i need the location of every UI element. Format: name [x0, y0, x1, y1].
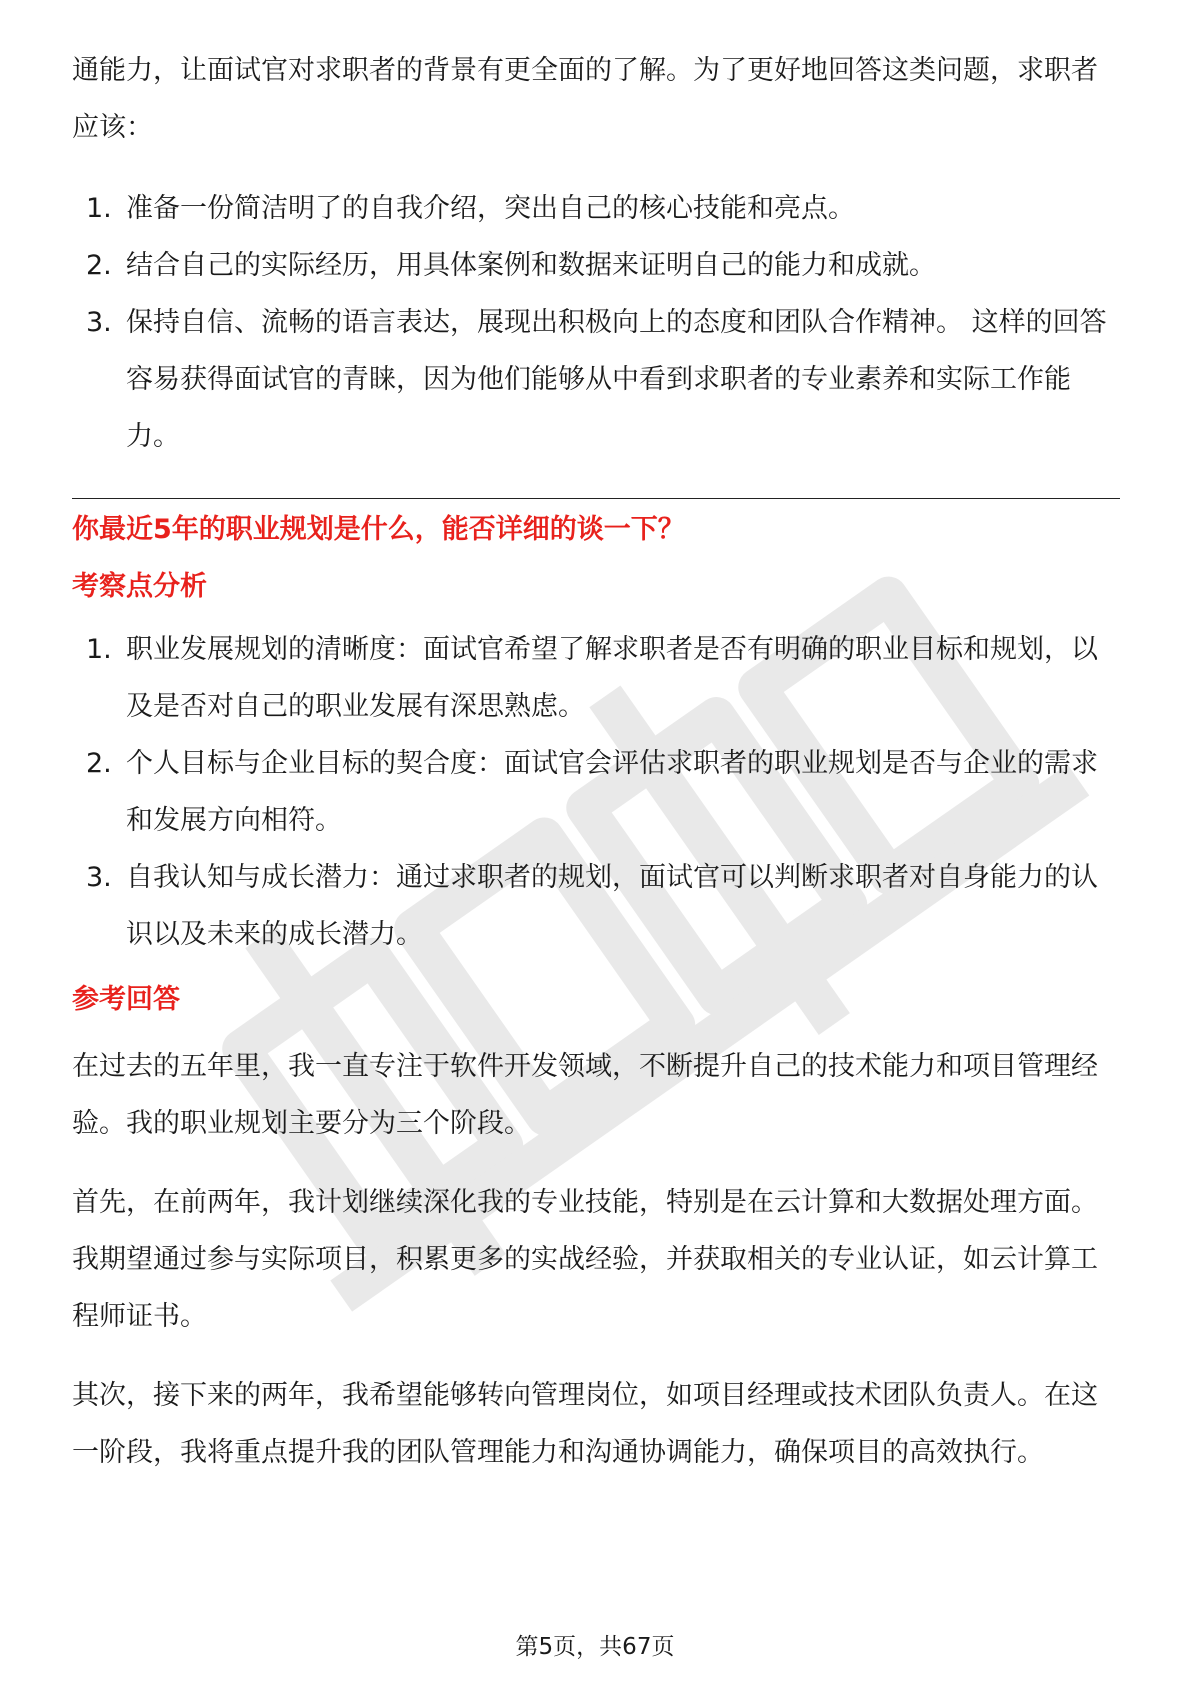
list-number: 1.: [86, 634, 112, 665]
list-item-text: 自我认知与成长潜力：通过求职者的规划，面试官可以判断求职者对自身能力的认识以及未来的成长潜力。: [126, 862, 1098, 950]
list-item: [72, 849, 1120, 963]
answer-paragraph: 其次，接下来的两年，我希望能够转向管理岗位，如项目经理或技术团队负责人。在这一阶段，我将重点提升我的团队管理能力和沟通协调能力，确保项目的高效执行。: [72, 1380, 1098, 1468]
answer-paragraph: 在过去的五年里，我一直专注于软件开发领域，不断提升自己的技术能力和项目管理经验。我的职业规划主要分为三个阶段。: [72, 1051, 1098, 1139]
list-item-text: 个人目标与企业目标的契合度：面试官会评估求职者的职业规划是否与企业的需求和发展方向相符。: [126, 748, 1098, 836]
list-item: [72, 294, 1120, 465]
question-title: 你最近5年的职业规划是什么，能否详细的谈一下？: [72, 514, 685, 545]
list-item: [72, 180, 1120, 237]
list-item-text: 职业发展规划的清晰度：面试官希望了解求职者是否有明确的职业目标和规划，以及是否对自己的职业发展有深思熟虑。: [126, 634, 1098, 722]
section-divider: [72, 498, 1120, 499]
list-number: 2.: [86, 250, 112, 281]
list-item: [72, 621, 1120, 735]
analysis-heading: 考察点分析: [72, 571, 207, 602]
list-number: 3.: [86, 307, 112, 338]
list-item-text: 结合自己的实际经历，用具体案例和数据来证明自己的能力和成就。: [126, 250, 936, 281]
intro-list: [72, 180, 1120, 465]
list-item: [72, 735, 1120, 849]
list-item-text: 准备一份简洁明了的自我介绍，突出自己的核心技能和亮点。: [126, 193, 855, 224]
list-number: 3.: [86, 862, 112, 893]
page-footer: 第5页，共67页: [515, 1634, 675, 1660]
list-number: 1.: [86, 193, 112, 224]
answer-paragraph: 首先，在前两年，我计划继续深化我的专业技能，特别是在云计算和大数据处理方面。我期望通过参与实际项目，积累更多的实战经验，并获取相关的专业认证，如云计算工程师证书。: [72, 1187, 1098, 1332]
analysis-list: [72, 621, 1120, 963]
page-content: [72, 42, 1120, 1481]
answer-heading: 参考回答: [72, 984, 180, 1015]
list-number: 2.: [86, 748, 112, 779]
intro-paragraph: 通能力，让面试官对求职者的背景有更全面的了解。为了更好地回答这类问题，求职者应该：: [72, 55, 1098, 143]
list-item-text: 保持自信、流畅的语言表达，展现出积极向上的态度和团队合作精神。 这样的回答容易获得面试官的青睐，因为他们能够从中看到求职者的专业素养和实际工作能力。: [126, 307, 1107, 452]
list-item: [72, 237, 1120, 294]
